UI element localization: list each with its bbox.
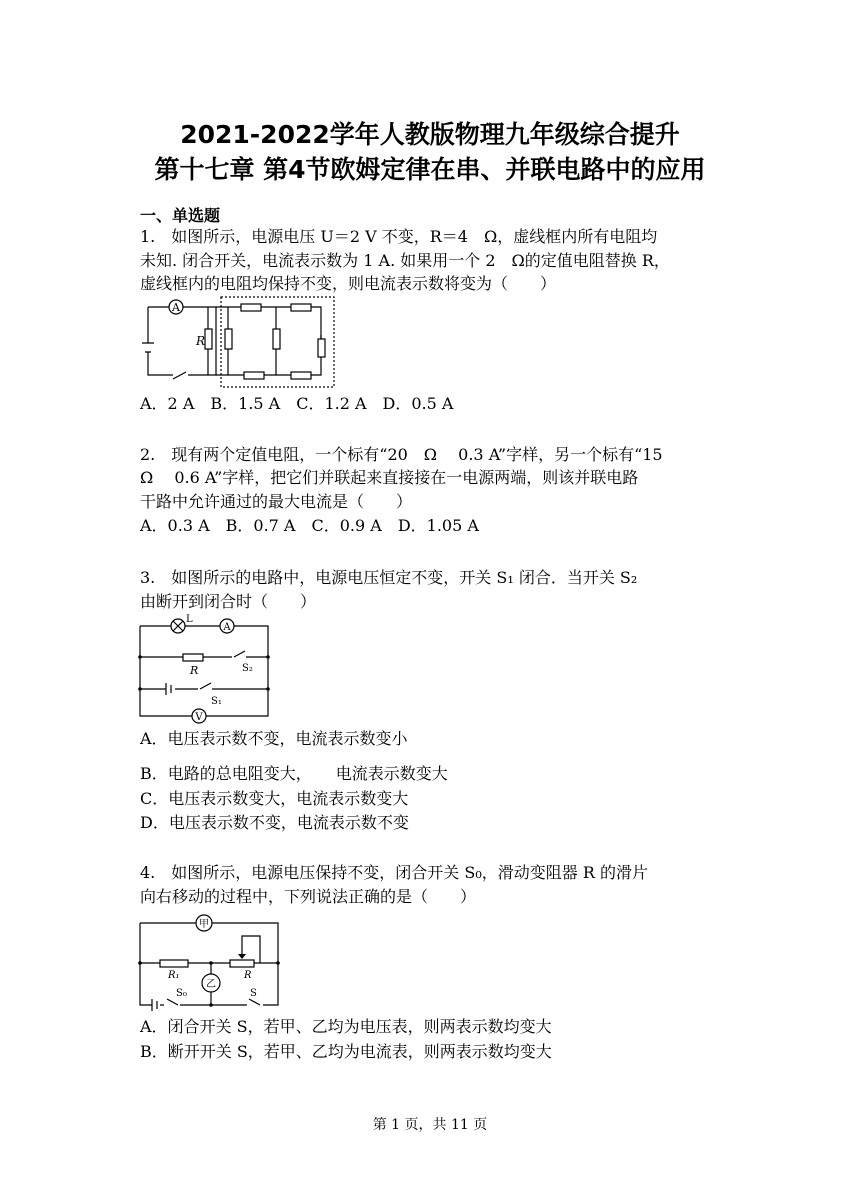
q4-s0-label: S₀ [176, 988, 187, 999]
q3-switch2-label: S₂ [242, 663, 253, 674]
question-3-option-b: B．电路的总电阻变大， 电流表示数变大 [140, 764, 448, 783]
q4-r1-label: R₁ [168, 970, 180, 981]
question-2-line-1: 2. 现有两个定值电阻，一个标有“20 Ω 0.3 A”字样，另一个标有“15 [140, 445, 663, 464]
q3-lamp-label: L [186, 614, 193, 625]
question-3-option-d: D．电压表示数不变，电流表示数不变 [140, 813, 409, 832]
q4-meter2-label: 乙 [206, 979, 216, 990]
q3-ammeter-label: A [223, 622, 231, 633]
question-2-line-3: 干路中允许通过的最大电流是（ ） [140, 492, 413, 511]
q1-ammeter-label: A [172, 301, 180, 314]
question-4-option-a: A．闭合开关 S，若甲、乙均为电压表，则两表示数均变大 [140, 1017, 552, 1036]
question-3-circuit-diagram [138, 614, 273, 726]
q4-meter1-label: 甲 [199, 919, 209, 930]
q3-voltmeter-label: V [195, 712, 203, 723]
question-2-line-2: Ω 0.6 A”字样，把它们并联起来直接接在一电源两端，则该并联电路 [140, 468, 639, 487]
question-1-line-2: 未知. 闭合开关，电流表示数为 1 A. 如果用一个 2 Ω的定值电阻替换 R， [140, 251, 670, 270]
question-1-circuit-diagram [138, 295, 338, 390]
question-4-option-b: B．断开开关 S，若甲、乙均为电流表，则两表示数均变大 [140, 1042, 552, 1061]
question-3-option-a: A．电压表示数不变，电流表示数变小 [140, 729, 408, 748]
question-1-line-3: 虚线框内的电阻均保持不变，则电流表示数将变为（ ） [140, 274, 557, 293]
section-heading: 一、单选题 [140, 206, 221, 225]
question-3-line-2: 由断开到闭合时（ ） [140, 592, 317, 611]
question-4-circuit-diagram [138, 910, 283, 1010]
page-title: 2021-2022学年人教版物理九年级综合提升 [180, 120, 680, 149]
question-1-options: A．2 A B．1.5 A C．1.2 A D．0.5 A [140, 394, 454, 413]
q3-switch1-label: S₁ [211, 696, 222, 707]
question-2-options: A．0.3 A B．0.7 A C．0.9 A D．1.05 A [140, 516, 479, 535]
page-subtitle: 第十七章 第4节欧姆定律在串、并联电路中的应用 [154, 155, 706, 184]
q3-resistor-label: R [190, 664, 199, 677]
q4-rheostat-label: R [244, 970, 252, 981]
question-1-line-1: 1. 如图所示，电源电压 U＝2 V 不变，R＝4 Ω，虚线框内所有电阻均 [140, 227, 658, 246]
question-4-line-1: 4. 如图所示，电源电压保持不变，闭合开关 S₀，滑动变阻器 R 的滑片 [140, 863, 648, 882]
page-footer: 第 1 页，共 11 页 [372, 1117, 488, 1133]
question-3-option-c: C．电压表示数变大，电流表示数变大 [140, 789, 409, 808]
question-3-line-1: 3. 如图所示的电路中，电源电压恒定不变，开关 S₁ 闭合．当开关 S₂ [140, 568, 638, 587]
question-4-line-2: 向右移动的过程中，下列说法正确的是（ ） [140, 887, 477, 906]
q1-resistor-label: R [196, 334, 206, 348]
q4-s-label: S [250, 988, 257, 999]
